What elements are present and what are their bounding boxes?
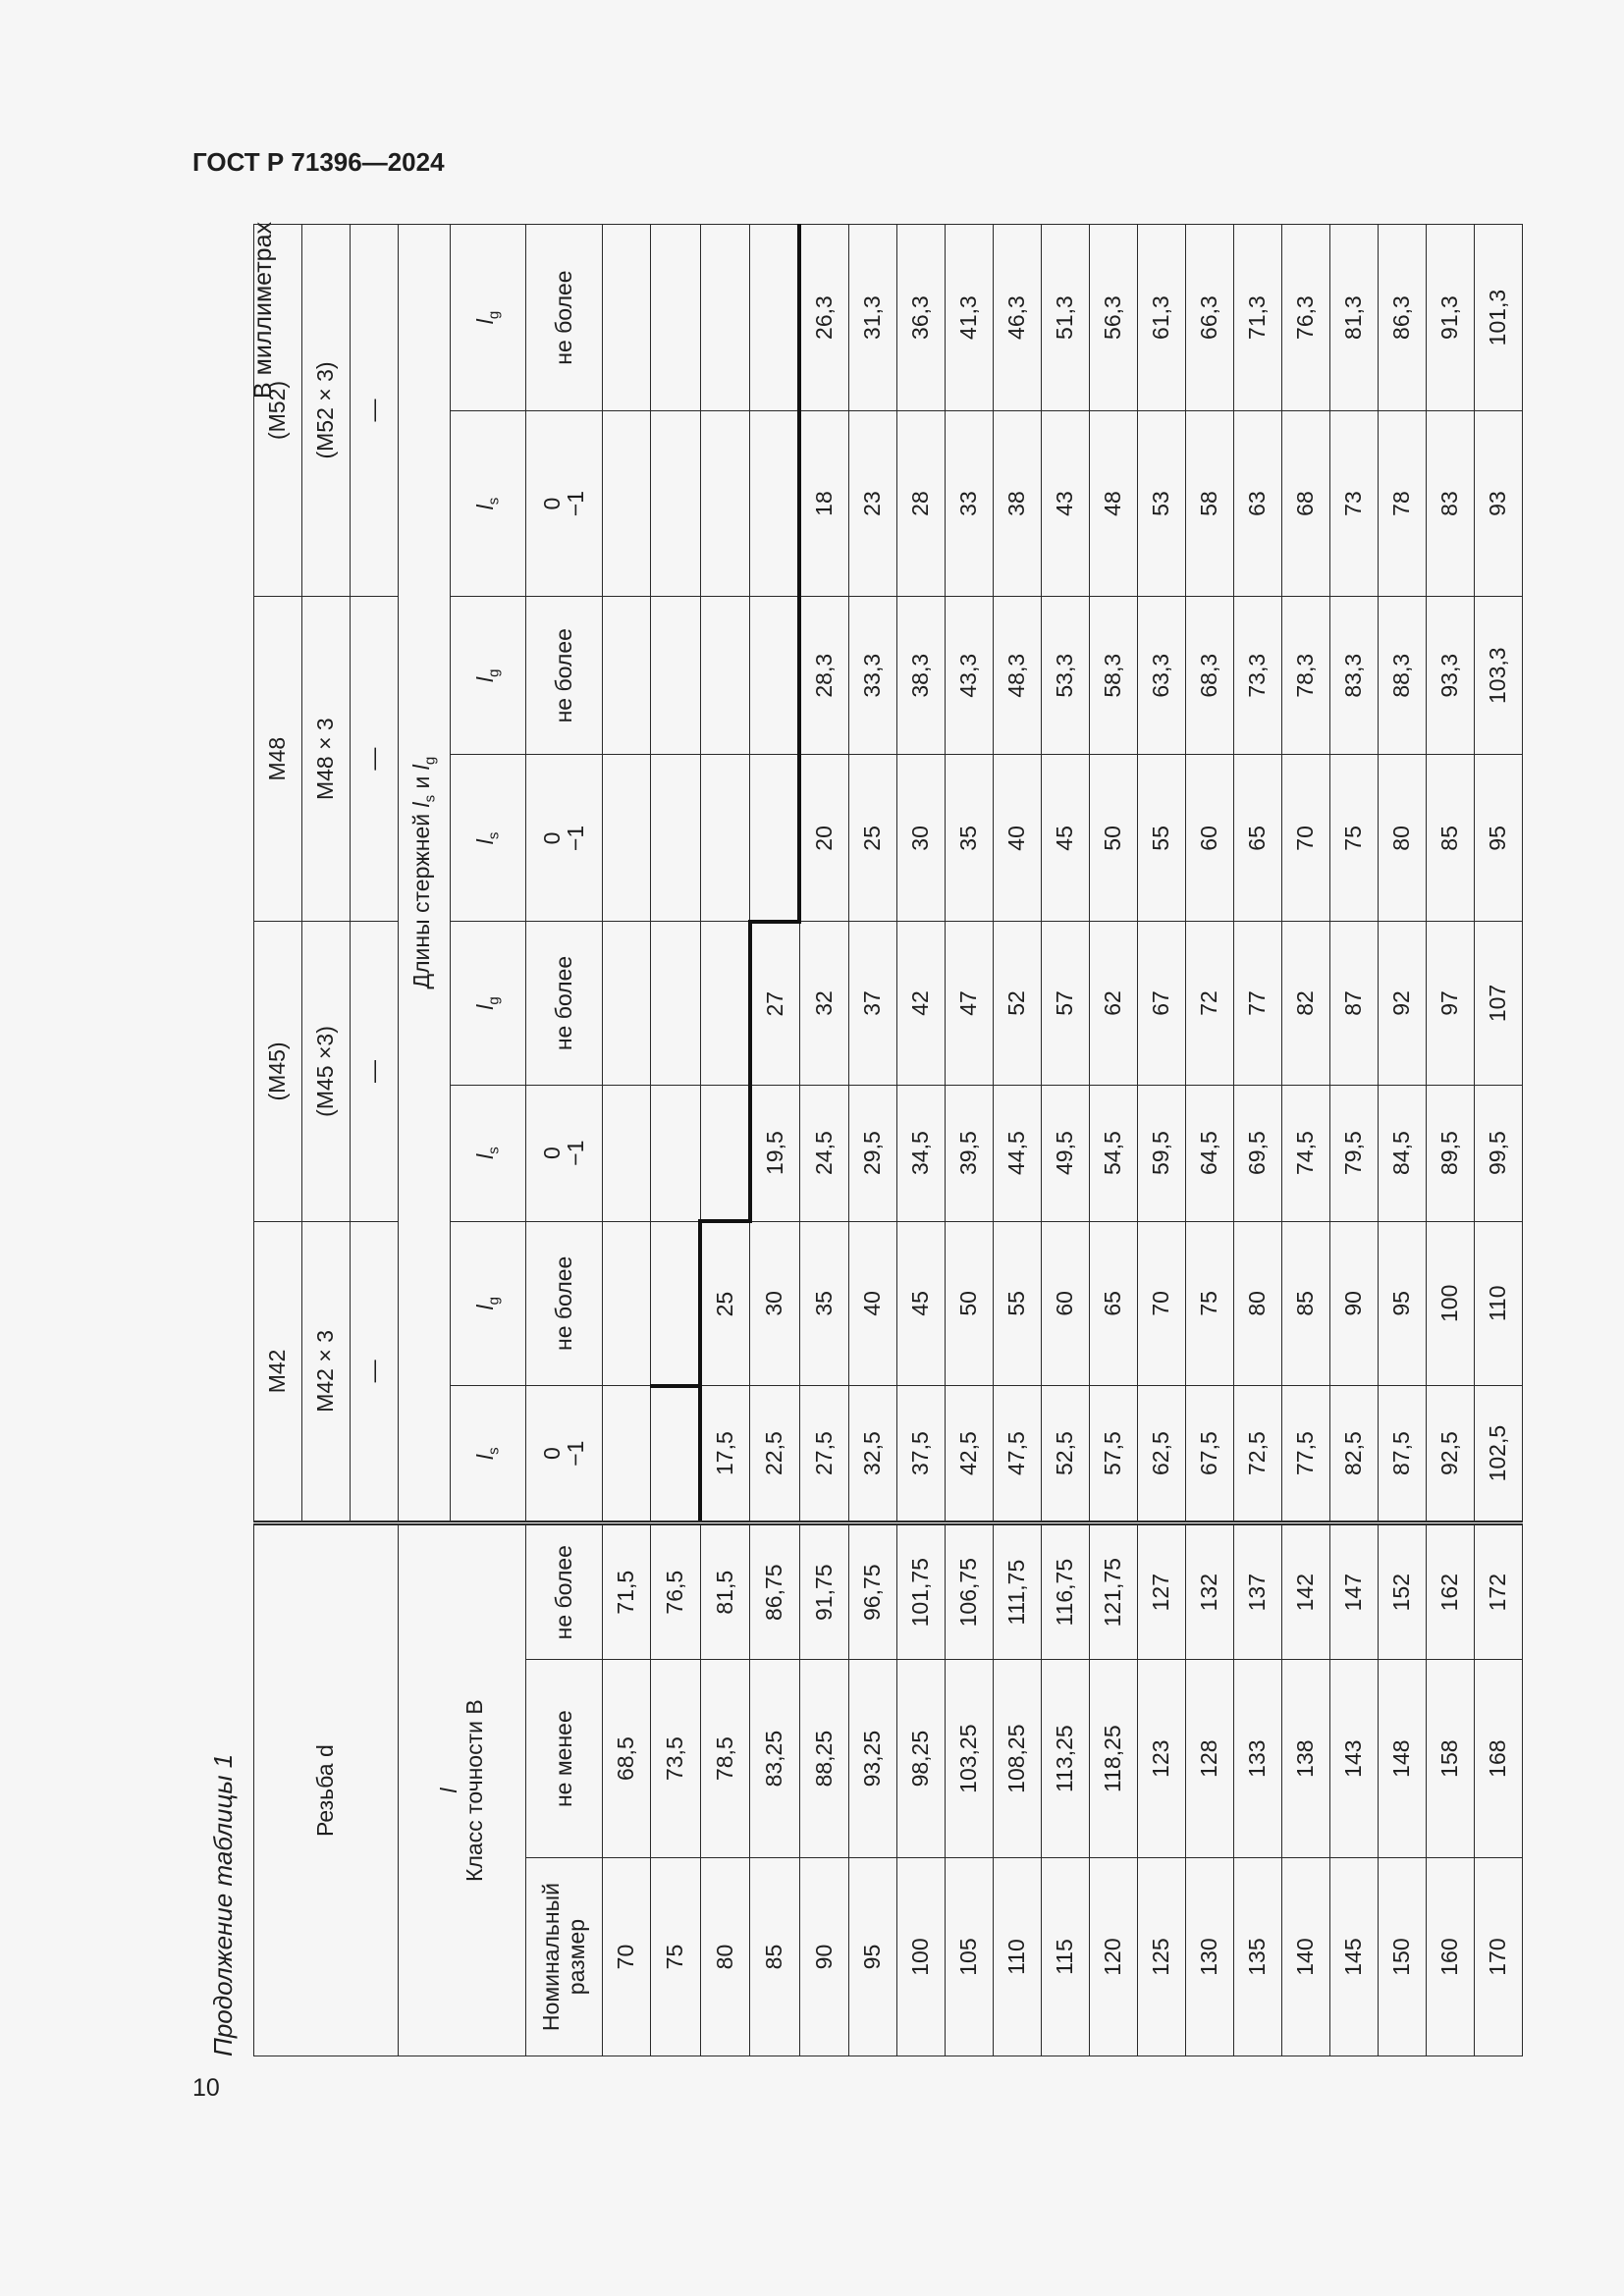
lg-m45-cell — [700, 922, 750, 1085]
ls-m42-cell: 72,5 — [1234, 1386, 1282, 1523]
bolt-length-table — [253, 224, 1523, 2056]
lg-m45-cell: 27 — [750, 922, 800, 1085]
lg-head-m48: $l_g$ — [451, 596, 526, 755]
table-row — [750, 225, 800, 2056]
nominal-size-cell: 150 — [1379, 1858, 1427, 2056]
thread-m52-fine: (M52 × 3) — [302, 225, 351, 597]
ls-m45-cell: 39,5 — [946, 1085, 994, 1221]
ls-m42-cell: 87,5 — [1379, 1386, 1427, 1523]
ls-m45-cell: 24,5 — [799, 1085, 849, 1221]
max-header: не более — [526, 1523, 603, 1660]
thread-m42: M42 — [254, 1221, 302, 1523]
lg-m52-cell — [603, 225, 651, 411]
ls-m45-cell: 19,5 — [750, 1085, 800, 1221]
lg-m45-cell — [603, 922, 651, 1085]
nominal-size-cell: 135 — [1234, 1858, 1282, 2056]
thread-m48: M48 — [254, 596, 302, 921]
min-length-cell: 168 — [1475, 1660, 1523, 1858]
max-length-cell: 101,75 — [897, 1523, 946, 1660]
max-length-cell: 132 — [1186, 1523, 1234, 1660]
lg-m48-cell: 68,3 — [1186, 596, 1234, 755]
lg-m48-cell: 43,3 — [946, 596, 994, 755]
lg-m48-cell — [651, 596, 701, 755]
table-row — [1330, 225, 1379, 2056]
lg-m48-cell: 63,3 — [1138, 596, 1186, 755]
ls-m42-cell: 27,5 — [799, 1386, 849, 1523]
ls-m45-cell — [603, 1085, 651, 1221]
lg-m48-cell: 58,3 — [1090, 596, 1138, 755]
ls-m52-cell — [750, 411, 800, 597]
lg-m48-cell: 73,3 — [1234, 596, 1282, 755]
lg-m42-cell: 90 — [1330, 1221, 1379, 1385]
lg-m52-cell — [651, 225, 701, 411]
page-number: 10 — [192, 2074, 220, 2102]
ls-m52-cell: 28 — [897, 411, 946, 597]
lg-m48-cell: 38,3 — [897, 596, 946, 755]
lg-m42-cell: 70 — [1138, 1221, 1186, 1385]
lg-head-m42: $l_g$ — [451, 1221, 526, 1385]
ls-m48-cell — [700, 755, 750, 922]
lg-m48-cell: 93,3 — [1427, 596, 1475, 755]
ls-m45-cell: 49,5 — [1042, 1085, 1090, 1221]
ls-m42-cell: 62,5 — [1138, 1386, 1186, 1523]
min-header: не менее — [526, 1660, 603, 1858]
nominal-size-cell: 75 — [651, 1858, 701, 2056]
rotated-table-container — [253, 224, 1511, 2056]
table-row — [1379, 225, 1427, 2056]
min-length-cell: 118,25 — [1090, 1660, 1138, 1858]
ls-head-m45: $l_s$ — [451, 1085, 526, 1221]
lg-m52-cell: 31,3 — [849, 225, 897, 411]
ls-m48-cell: 20 — [799, 755, 849, 922]
ls-m42-cell: 52,5 — [1042, 1386, 1090, 1523]
document-code: ГОСТ Р 71396—2024 — [192, 147, 445, 177]
ls-tol-m52: 0 −1 — [526, 411, 603, 597]
nominal-size-cell: 105 — [946, 1858, 994, 2056]
lg-note-m48: не более — [526, 596, 603, 755]
shank-lengths-header — [399, 225, 451, 1523]
ls-head-m52: $l_s$ — [451, 411, 526, 597]
ls-symbol-main: l — [407, 802, 434, 808]
max-length-cell: 96,75 — [849, 1523, 897, 1660]
nominal-size-cell: 70 — [603, 1858, 651, 2056]
nominal-size-header: Номинальный размер — [526, 1858, 603, 2056]
lg-m42-cell: 100 — [1427, 1221, 1475, 1385]
table-caption: Продолжение таблицы 1 — [208, 1753, 238, 2056]
lg-m42-cell: 65 — [1090, 1221, 1138, 1385]
lg-m48-cell: 103,3 — [1475, 596, 1523, 755]
ls-m42-cell: 77,5 — [1282, 1386, 1330, 1523]
ls-m48-cell: 55 — [1138, 755, 1186, 922]
lg-m52-cell: 71,3 — [1234, 225, 1282, 411]
class-label: Класс точности B — [460, 1699, 487, 1882]
ls-m48-cell — [603, 755, 651, 922]
ls-m48-cell: 85 — [1427, 755, 1475, 922]
table-row — [897, 225, 946, 2056]
min-length-cell: 98,25 — [897, 1660, 946, 1858]
ls-m45-cell: 99,5 — [1475, 1085, 1523, 1221]
max-length-cell: 147 — [1330, 1523, 1379, 1660]
lg-m48-cell: 28,3 — [799, 596, 849, 755]
min-length-cell: 148 — [1379, 1660, 1427, 1858]
lg-m52-cell: 61,3 — [1138, 225, 1186, 411]
ls-m48-cell: 50 — [1090, 755, 1138, 922]
nominal-size-cell: 95 — [849, 1858, 897, 2056]
ls-m45-cell: 54,5 — [1090, 1085, 1138, 1221]
min-length-cell: 78,5 — [700, 1660, 750, 1858]
table-row — [1475, 225, 1523, 2056]
ls-tol-m42: 0 −1 — [526, 1386, 603, 1523]
lg-m52-cell: 56,3 — [1090, 225, 1138, 411]
ls-m48-cell: 25 — [849, 755, 897, 922]
nominal-size-cell: 85 — [750, 1858, 800, 2056]
thread-m48-fine: M48 × 3 — [302, 596, 351, 921]
lg-m52-cell: 36,3 — [897, 225, 946, 411]
nominal-size-cell: 145 — [1330, 1858, 1379, 2056]
ls-m42-cell: 67,5 — [1186, 1386, 1234, 1523]
lg-m45-cell: 97 — [1427, 922, 1475, 1085]
ls-m52-cell — [700, 411, 750, 597]
ls-m45-cell: 84,5 — [1379, 1085, 1427, 1221]
max-length-cell: 81,5 — [700, 1523, 750, 1660]
ls-m45-cell: 59,5 — [1138, 1085, 1186, 1221]
lg-m52-cell: 66,3 — [1186, 225, 1234, 411]
lg-m52-cell: 51,3 — [1042, 225, 1090, 411]
lg-m42-cell: 35 — [799, 1221, 849, 1385]
ls-m52-cell: 68 — [1282, 411, 1330, 597]
max-length-cell: 127 — [1138, 1523, 1186, 1660]
nominal-size-cell: 130 — [1186, 1858, 1234, 2056]
ls-m52-cell: 43 — [1042, 411, 1090, 597]
dash-m48: — — [351, 596, 399, 921]
ls-m52-cell: 73 — [1330, 411, 1379, 597]
lg-m45-cell: 42 — [897, 922, 946, 1085]
table-row — [994, 225, 1042, 2056]
ls-m52-cell: 58 — [1186, 411, 1234, 597]
lg-m52-cell — [750, 225, 800, 411]
ls-m42-cell: 37,5 — [897, 1386, 946, 1523]
lg-m45-cell: 92 — [1379, 922, 1427, 1085]
max-length-cell: 106,75 — [946, 1523, 994, 1660]
ls-m52-cell: 93 — [1475, 411, 1523, 597]
lg-m48-cell — [750, 596, 800, 755]
ls-m42-cell — [651, 1386, 701, 1523]
min-length-cell: 143 — [1330, 1660, 1379, 1858]
lg-note-m52: не более — [526, 225, 603, 411]
lg-m45-cell: 87 — [1330, 922, 1379, 1085]
ls-m52-cell: 33 — [946, 411, 994, 597]
ls-m42-cell: 32,5 — [849, 1386, 897, 1523]
nominal-size-cell: 115 — [1042, 1858, 1090, 2056]
lg-head-m52: $l_g$ — [451, 225, 526, 411]
lg-m45-cell: 67 — [1138, 922, 1186, 1085]
ls-head-m48: $l_s$ — [451, 755, 526, 922]
lg-m42-cell: 80 — [1234, 1221, 1282, 1385]
ls-m48-cell: 45 — [1042, 755, 1090, 922]
min-length-cell: 138 — [1282, 1660, 1330, 1858]
lg-m45-cell: 37 — [849, 922, 897, 1085]
lg-m48-cell: 33,3 — [849, 596, 897, 755]
ls-m52-cell: 83 — [1427, 411, 1475, 597]
lg-m42-cell: 45 — [897, 1221, 946, 1385]
ls-m48-cell: 35 — [946, 755, 994, 922]
table-row — [603, 225, 651, 2056]
lg-m45-cell: 57 — [1042, 922, 1090, 1085]
lg-m48-cell — [700, 596, 750, 755]
lg-m42-cell: 30 — [750, 1221, 800, 1385]
nominal-size-cell: 120 — [1090, 1858, 1138, 2056]
table-row — [946, 225, 994, 2056]
lg-m45-cell: 47 — [946, 922, 994, 1085]
min-length-cell: 83,25 — [750, 1660, 800, 1858]
lg-symbol-main: l — [407, 765, 434, 771]
max-length-cell: 137 — [1234, 1523, 1282, 1660]
lg-m48-cell: 78,3 — [1282, 596, 1330, 755]
table-row — [700, 225, 750, 2056]
lg-symbol-sub: g — [421, 756, 439, 766]
ls-m48-cell — [750, 755, 800, 922]
lg-head-m45: $l_g$ — [451, 922, 526, 1085]
dash-m52: — — [351, 225, 399, 597]
ls-m45-cell: 79,5 — [1330, 1085, 1379, 1221]
max-length-cell: 172 — [1475, 1523, 1523, 1660]
lg-m48-cell: 88,3 — [1379, 596, 1427, 755]
nominal-size-cell: 90 — [799, 1858, 849, 2056]
min-length-cell: 158 — [1427, 1660, 1475, 1858]
l-symbol: l — [436, 1788, 462, 1793]
max-length-cell: 111,75 — [994, 1523, 1042, 1660]
max-length-cell: 76,5 — [651, 1523, 701, 1660]
lg-m42-cell: 75 — [1186, 1221, 1234, 1385]
dash-m45: — — [351, 922, 399, 1221]
ls-m52-cell: 53 — [1138, 411, 1186, 597]
table-row — [1186, 225, 1234, 2056]
lg-m48-cell — [603, 596, 651, 755]
min-length-cell: 103,25 — [946, 1660, 994, 1858]
ls-symbol-sub: s — [421, 794, 439, 803]
table-row — [651, 225, 701, 2056]
ls-m45-cell: 34,5 — [897, 1085, 946, 1221]
thread-m45-fine: (M45 ×3) — [302, 922, 351, 1221]
ls-tol-m45: 0 −1 — [526, 1085, 603, 1221]
lg-m45-cell: 107 — [1475, 922, 1523, 1085]
ls-m42-cell — [603, 1386, 651, 1523]
lg-m52-cell: 81,3 — [1330, 225, 1379, 411]
ls-m42-cell: 47,5 — [994, 1386, 1042, 1523]
lg-m45-cell: 77 — [1234, 922, 1282, 1085]
lg-m52-cell: 86,3 — [1379, 225, 1427, 411]
ls-m45-cell: 89,5 — [1427, 1085, 1475, 1221]
ls-m52-cell — [651, 411, 701, 597]
lg-m42-cell — [603, 1221, 651, 1385]
min-length-cell: 123 — [1138, 1660, 1186, 1858]
ls-m42-cell: 17,5 — [700, 1386, 750, 1523]
table-row — [1138, 225, 1186, 2056]
lg-m42-cell: 85 — [1282, 1221, 1330, 1385]
min-length-cell: 73,5 — [651, 1660, 701, 1858]
lg-m42-cell: 60 — [1042, 1221, 1090, 1385]
shank-lengths-label: Длины стержней — [407, 813, 434, 989]
thread-m45: (M45) — [254, 922, 302, 1221]
table-body — [603, 225, 1523, 2056]
ls-m42-cell: 92,5 — [1427, 1386, 1475, 1523]
nominal-size-cell: 125 — [1138, 1858, 1186, 2056]
ls-tol-m48: 0 −1 — [526, 755, 603, 922]
lg-m42-cell — [651, 1221, 701, 1385]
lg-m45-cell — [651, 922, 701, 1085]
lg-m48-cell: 48,3 — [994, 596, 1042, 755]
table-row — [1282, 225, 1330, 2056]
ls-m48-cell: 75 — [1330, 755, 1379, 922]
nominal-size-cell: 80 — [700, 1858, 750, 2056]
max-length-cell: 86,75 — [750, 1523, 800, 1660]
ls-m42-cell: 82,5 — [1330, 1386, 1379, 1523]
ls-m52-cell: 18 — [799, 411, 849, 597]
ls-m45-cell: 29,5 — [849, 1085, 897, 1221]
max-length-cell: 142 — [1282, 1523, 1330, 1660]
lg-m42-cell: 55 — [994, 1221, 1042, 1385]
table-row — [799, 225, 849, 2056]
lg-m52-cell: 26,3 — [799, 225, 849, 411]
lg-m48-cell: 53,3 — [1042, 596, 1090, 755]
ls-m42-cell: 22,5 — [750, 1386, 800, 1523]
nominal-size-cell: 170 — [1475, 1858, 1523, 2056]
ls-m45-cell: 44,5 — [994, 1085, 1042, 1221]
lg-m52-cell: 91,3 — [1427, 225, 1475, 411]
thread-m52: (M52) — [254, 225, 302, 597]
lg-m45-cell: 32 — [799, 922, 849, 1085]
lg-m52-cell: 101,3 — [1475, 225, 1523, 411]
lg-m45-cell: 52 — [994, 922, 1042, 1085]
ls-m52-cell: 63 — [1234, 411, 1282, 597]
ls-m48-cell: 30 — [897, 755, 946, 922]
ls-m52-cell — [603, 411, 651, 597]
max-length-cell: 116,75 — [1042, 1523, 1090, 1660]
and-word: и — [407, 775, 434, 789]
lg-m42-cell: 25 — [700, 1221, 750, 1385]
ls-m45-cell: 74,5 — [1282, 1085, 1330, 1221]
ls-m52-cell: 23 — [849, 411, 897, 597]
table-row — [1090, 225, 1138, 2056]
ls-m48-cell: 65 — [1234, 755, 1282, 922]
ls-head-m42: $l_s$ — [451, 1386, 526, 1523]
ls-m42-cell: 42,5 — [946, 1386, 994, 1523]
min-length-cell: 93,25 — [849, 1660, 897, 1858]
nominal-size-cell: 140 — [1282, 1858, 1330, 2056]
ls-m52-cell: 38 — [994, 411, 1042, 597]
lg-note-m45: не более — [526, 922, 603, 1085]
max-length-cell: 71,5 — [603, 1523, 651, 1660]
min-length-cell: 113,25 — [1042, 1660, 1090, 1858]
lg-m52-cell — [700, 225, 750, 411]
lg-m52-cell: 41,3 — [946, 225, 994, 411]
nominal-size-cell: 110 — [994, 1858, 1042, 2056]
ls-m48-cell: 95 — [1475, 755, 1523, 922]
ls-m48-cell — [651, 755, 701, 922]
max-length-cell: 91,75 — [799, 1523, 849, 1660]
dash-m42: — — [351, 1221, 399, 1523]
lg-m42-cell: 50 — [946, 1221, 994, 1385]
ls-m48-cell: 60 — [1186, 755, 1234, 922]
lg-m52-cell: 46,3 — [994, 225, 1042, 411]
nominal-size-cell: 100 — [897, 1858, 946, 2056]
ls-m48-cell: 80 — [1379, 755, 1427, 922]
ls-m48-cell: 70 — [1282, 755, 1330, 922]
ls-m52-cell: 48 — [1090, 411, 1138, 597]
lg-m45-cell: 62 — [1090, 922, 1138, 1085]
min-length-cell: 88,25 — [799, 1660, 849, 1858]
thread-m42-fine: M42 × 3 — [302, 1221, 351, 1523]
ls-m45-cell — [651, 1085, 701, 1221]
ls-m42-cell: 57,5 — [1090, 1386, 1138, 1523]
units-note: В миллиметрах — [249, 222, 277, 399]
ls-m42-cell: 102,5 — [1475, 1386, 1523, 1523]
lg-m45-cell: 82 — [1282, 922, 1330, 1085]
nominal-size-cell: 160 — [1427, 1858, 1475, 2056]
length-class-header — [399, 1523, 526, 2056]
max-length-cell: 152 — [1379, 1523, 1427, 1660]
ls-m45-cell — [700, 1085, 750, 1221]
lg-m42-cell: 40 — [849, 1221, 897, 1385]
max-length-cell: 121,75 — [1090, 1523, 1138, 1660]
max-length-cell: 162 — [1427, 1523, 1475, 1660]
ls-m52-cell: 78 — [1379, 411, 1427, 597]
table-row — [1427, 225, 1475, 2056]
lg-m42-cell: 110 — [1475, 1221, 1523, 1385]
table-row — [849, 225, 897, 2056]
lg-m52-cell: 76,3 — [1282, 225, 1330, 411]
min-length-cell: 128 — [1186, 1660, 1234, 1858]
table-row — [1042, 225, 1090, 2056]
lg-m48-cell: 83,3 — [1330, 596, 1379, 755]
min-length-cell: 108,25 — [994, 1660, 1042, 1858]
table-row — [1234, 225, 1282, 2056]
lg-m42-cell: 95 — [1379, 1221, 1427, 1385]
min-length-cell: 68,5 — [603, 1660, 651, 1858]
min-length-cell: 133 — [1234, 1660, 1282, 1858]
thread-header: Резьба d — [254, 1523, 399, 2056]
ls-m45-cell: 64,5 — [1186, 1085, 1234, 1221]
lg-m45-cell: 72 — [1186, 922, 1234, 1085]
lg-note-m42: не более — [526, 1221, 603, 1385]
ls-m48-cell: 40 — [994, 755, 1042, 922]
ls-m45-cell: 69,5 — [1234, 1085, 1282, 1221]
